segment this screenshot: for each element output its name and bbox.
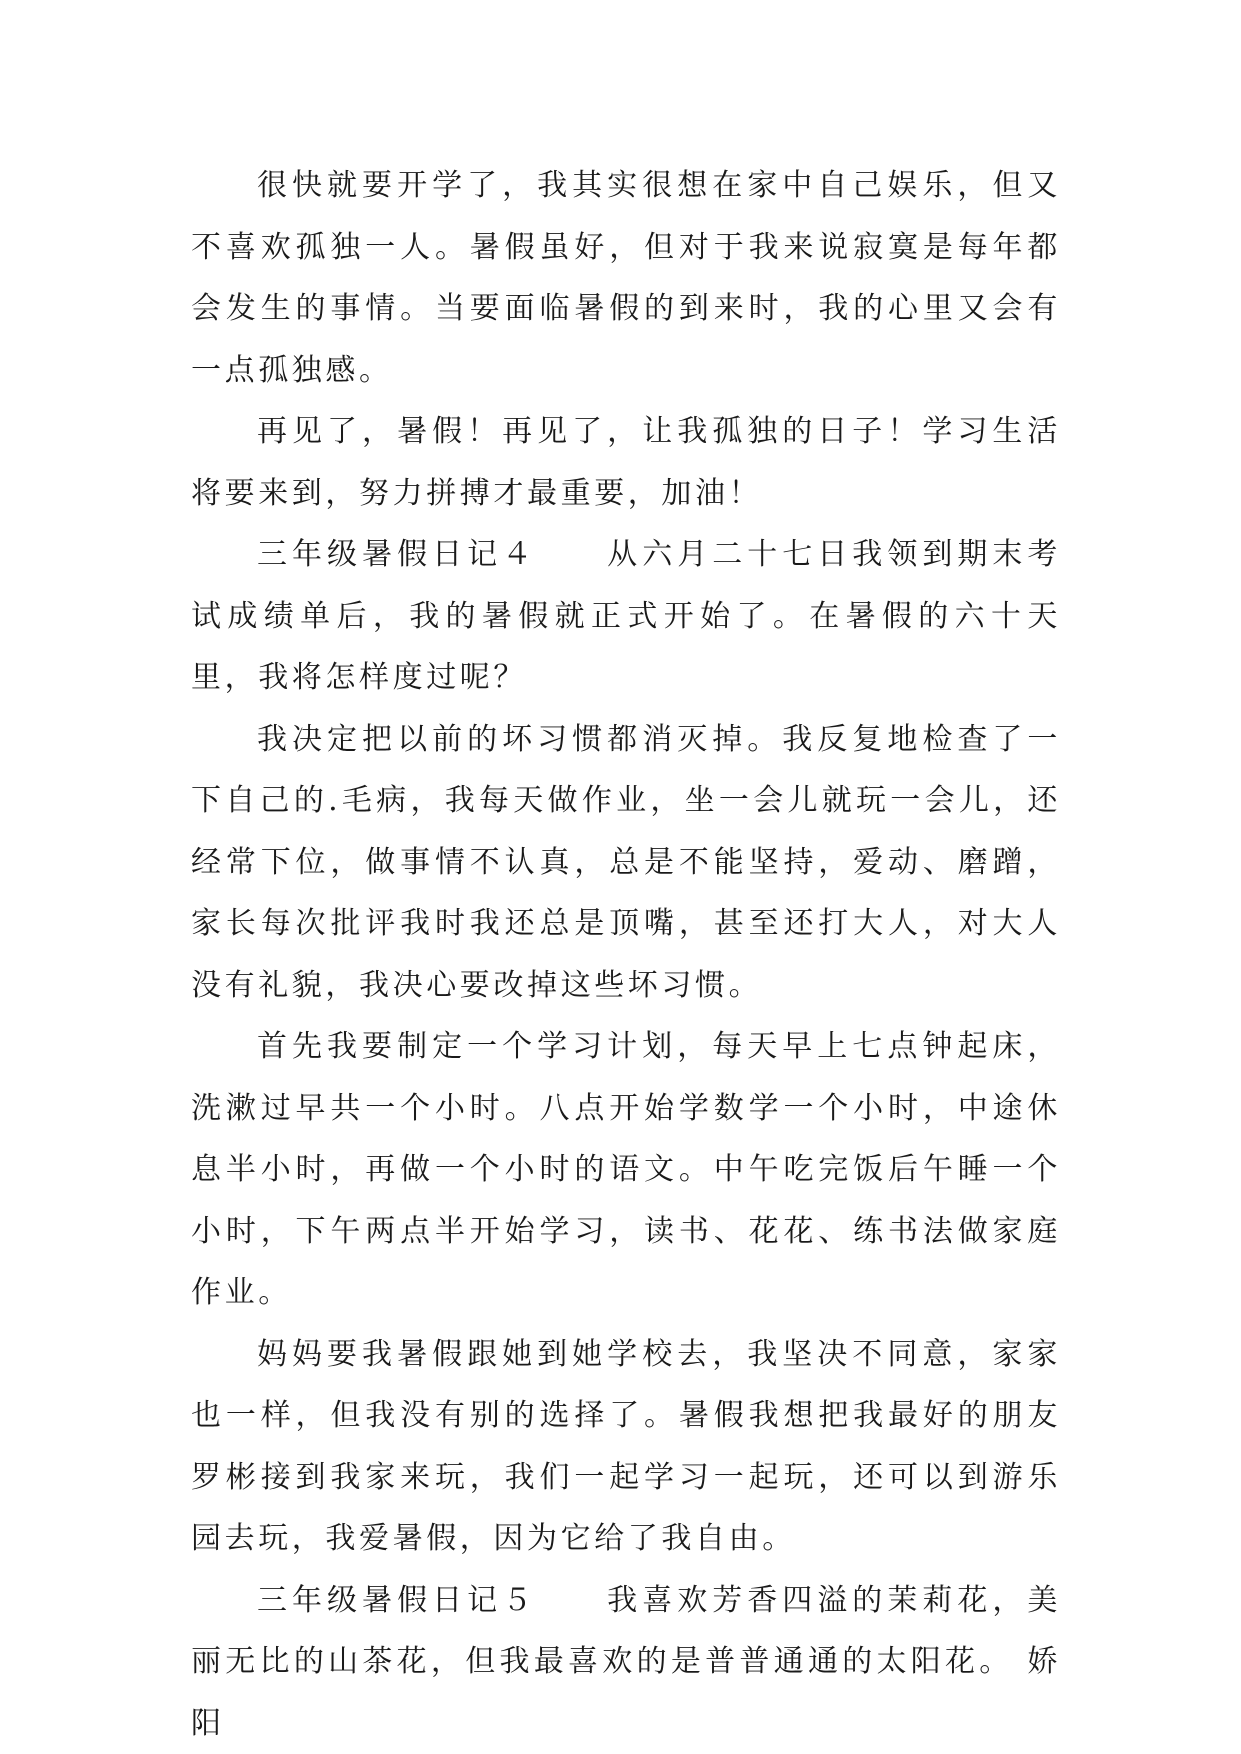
- paragraph-5: 首先我要制定一个学习计划，每天早上七点钟起床，洗漱过早共一个小时。八点开始学数学一个小时，中途休息半小时，再做一个小时的语文。中午吃完饭后午睡一个小时，下午两点半开始学习，读书、花花、练书法做家庭作业。: [191, 1029, 1061, 1310]
- paragraph-2: 再见了，暑假！再见了，让我孤独的日子！学习生活将要来到，努力拼搏才最重要，加油！: [191, 414, 1061, 511]
- paragraph-6: 妈妈要我暑假跟她到她学校去，我坚决不同意，家家也一样，但我没有别的选择了。暑假我想把我最好的朋友罗彬接到我家来玩，我们一起学习一起玩，还可以到游乐园去玩，我爱暑假，因为它给了我自由。: [191, 1336, 1061, 1556]
- paragraph-1: 很快就要开学了，我其实很想在家中自己娱乐，但又不喜欢孤独一人。暑假虽好，但对于我来说寂寞是每年都会发生的事情。当要面临暑假的到来时，我的心里又会有一点孤独感。: [191, 168, 1061, 388]
- paragraph-4: 我决定把以前的坏习惯都消灭掉。我反复地检查了一下自己的.毛病，我每天做作业，坐一会儿就玩一会儿，还经常下位，做事情不认真，总是不能坚持，爱动、磨蹭，家长每次批评我时我还总是顶嘴，甚至还打大人，对大人没有礼貌，我决心要改掉这些坏习惯。: [191, 721, 1061, 1003]
- paragraph-7: 三年级暑假日记５ 我喜欢芳香四溢的茉莉花，美丽无比的山茶花，但我最喜欢的是普普通通的太阳花。 娇阳: [191, 1582, 1061, 1741]
- document-body: [191, 155, 1061, 1754]
- paragraph-3: 三年级暑假日记４ 从六月二十七日我领到期末考试成绩单后，我的暑假就正式开始了。在暑假的六十天里，我将怎样度过呢？: [191, 537, 1061, 695]
